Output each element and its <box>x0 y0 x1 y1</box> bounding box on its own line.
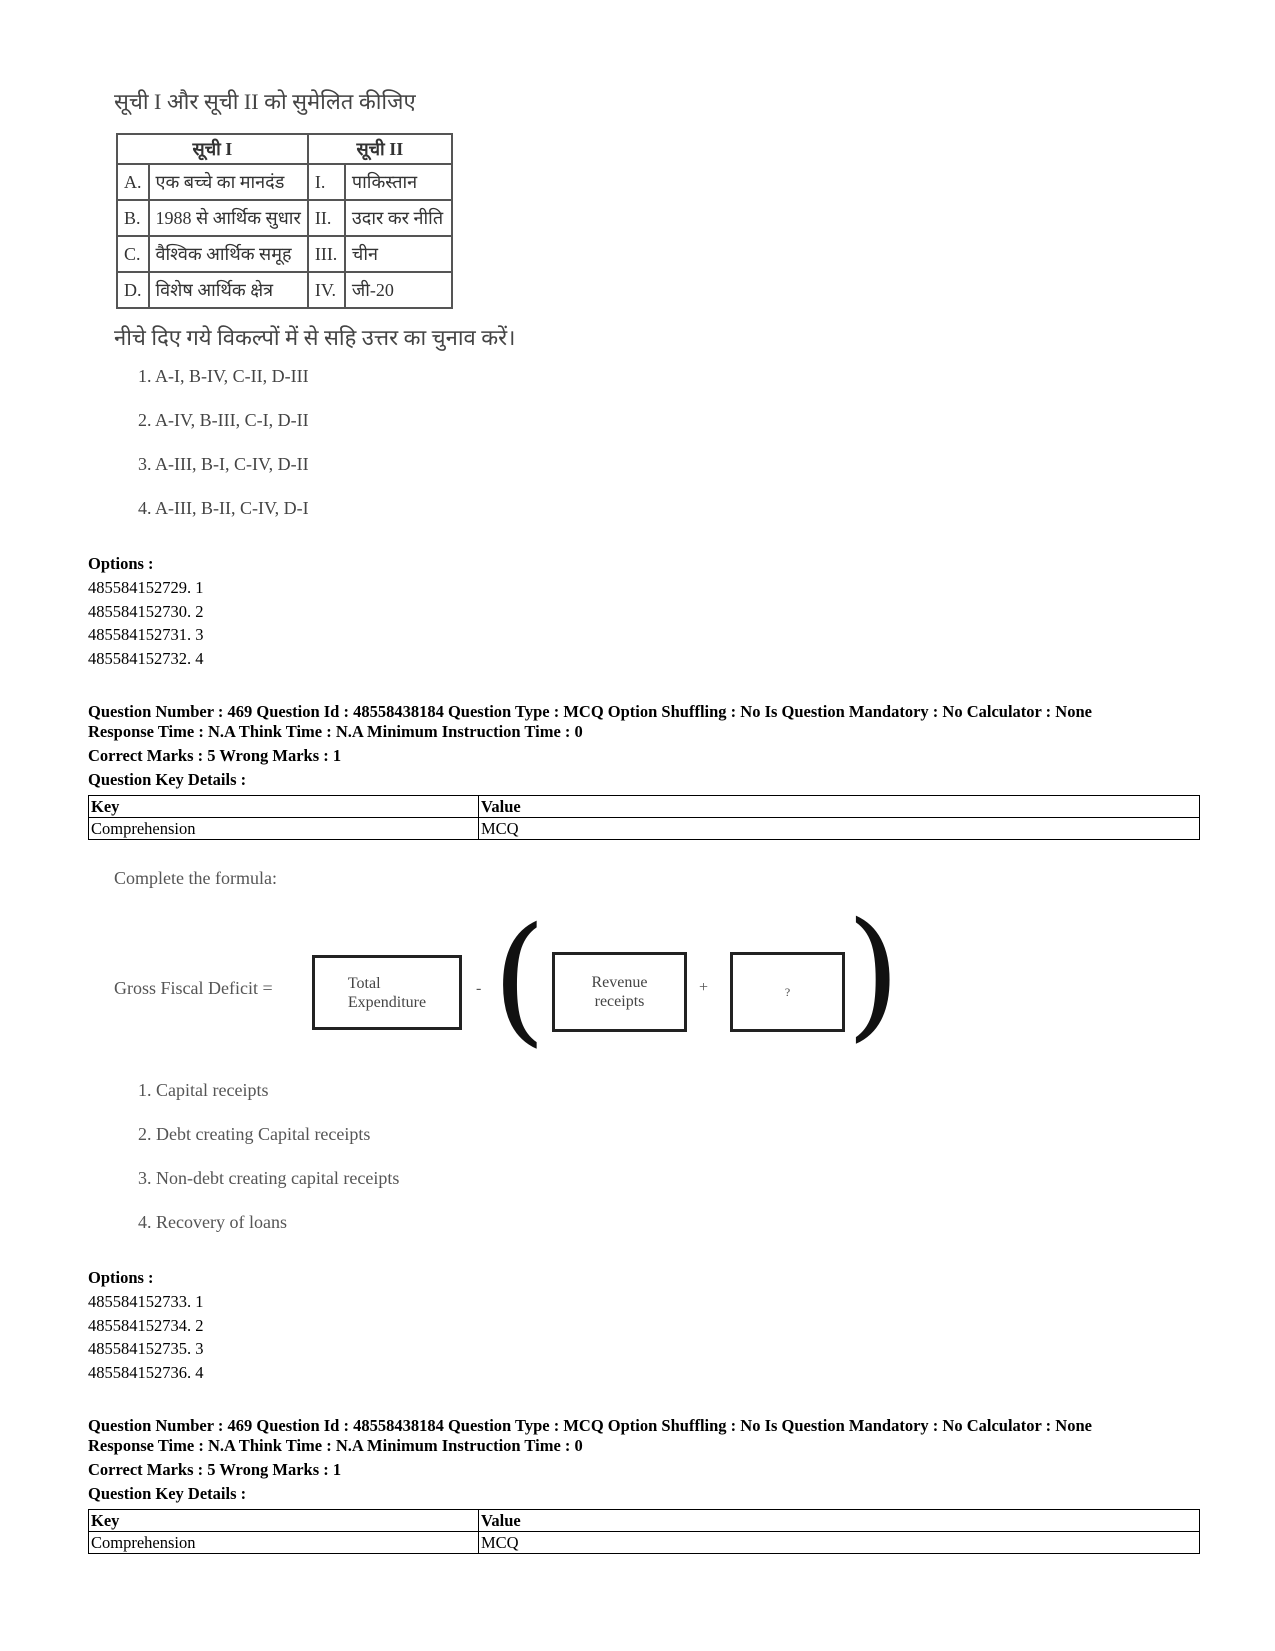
box-text: receipts <box>594 993 645 1010</box>
option-item: 485584152736. 4 <box>88 1363 204 1382</box>
table-row <box>89 1510 1200 1532</box>
list-2-header: सूची II <box>308 134 452 164</box>
options-label: Options : <box>88 1268 154 1287</box>
open-paren: ( <box>492 898 547 1061</box>
row-label: II. <box>308 200 345 236</box>
row-text: 1988 से आर्थिक सुधार <box>149 200 308 236</box>
question-meta-line2: Response Time : N.A Think Time : N.A Minimum Instruction Time : 0 <box>88 1436 583 1455</box>
table-row <box>89 796 1200 818</box>
choice-1: 1. A-I, B-IV, C-II, D-III <box>138 366 309 386</box>
choice-3: 3. A-III, B-I, C-IV, D-II <box>138 454 309 474</box>
value-header: Value <box>479 1510 1200 1532</box>
option-item: 485584152734. 2 <box>88 1316 204 1335</box>
total-expenditure-box <box>312 955 462 1030</box>
key-details-label: Question Key Details : <box>88 1484 247 1503</box>
marks-line: Correct Marks : 5 Wrong Marks : 1 <box>88 1460 342 1479</box>
key-header: Key <box>89 796 479 818</box>
table-row <box>117 164 452 200</box>
minus-sign: - <box>476 980 482 997</box>
match-table-header <box>117 134 452 164</box>
row-label: C. <box>117 236 149 272</box>
question-2-heading: Complete the formula: <box>114 868 277 888</box>
close-paren: ) <box>846 893 901 1056</box>
question-1-instruction: नीचे दिए गये विकल्पों में से सहि उत्तर का चुनाव करें। <box>114 325 516 350</box>
question-meta-line1: Question Number : 469 Question Id : 48558438184 Question Type : MCQ Option Shuffling : No Is Question Mandatory : No Calculator : None <box>88 702 1092 721</box>
option-item: 485584152733. 1 <box>88 1292 204 1311</box>
match-table <box>116 133 453 309</box>
box-text: Total <box>347 974 381 992</box>
table-row <box>117 272 452 308</box>
choice-2: 2. Debt creating Capital receipts <box>138 1124 371 1144</box>
option-item: 485584152730. 2 <box>88 602 204 621</box>
unknown-box <box>730 952 845 1032</box>
row-text: जी-20 <box>345 272 452 308</box>
value-cell: MCQ <box>479 1532 1200 1554</box>
plus-sign: + <box>699 979 709 996</box>
choice-4: 4. A-III, B-II, C-IV, D-I <box>138 498 309 518</box>
key-cell: Comprehension <box>89 818 479 840</box>
option-item: 485584152732. 4 <box>88 649 204 668</box>
row-label: I. <box>308 164 345 200</box>
option-item: 485584152729. 1 <box>88 578 204 597</box>
table-row <box>89 818 1200 840</box>
row-label: B. <box>117 200 149 236</box>
options-label: Options : <box>88 554 154 573</box>
key-details-table <box>88 795 1200 840</box>
value-header: Value <box>479 796 1200 818</box>
table-row <box>117 200 452 236</box>
row-text: उदार कर नीति <box>345 200 452 236</box>
box-text: Expenditure <box>347 993 427 1011</box>
row-text: पाकिस्तान <box>345 164 452 200</box>
key-details-label: Question Key Details : <box>88 770 247 789</box>
row-text: चीन <box>345 236 452 272</box>
question-meta-line1: Question Number : 469 Question Id : 48558438184 Question Type : MCQ Option Shuffling : No Is Question Mandatory : No Calculator : None <box>88 1416 1092 1435</box>
choice-2: 2. A-IV, B-III, C-I, D-II <box>138 410 309 430</box>
row-text: वैश्विक आर्थिक समूह <box>149 236 308 272</box>
key-cell: Comprehension <box>89 1532 479 1554</box>
key-details-table <box>88 1509 1200 1554</box>
question-meta-line2: Response Time : N.A Think Time : N.A Minimum Instruction Time : 0 <box>88 722 583 741</box>
table-row <box>117 236 452 272</box>
revenue-receipts-box <box>552 952 687 1032</box>
key-header: Key <box>89 1510 479 1532</box>
choice-3: 3. Non-debt creating capital receipts <box>138 1168 400 1188</box>
choice-4: 4. Recovery of loans <box>138 1212 287 1232</box>
option-item: 485584152731. 3 <box>88 625 204 644</box>
marks-line: Correct Marks : 5 Wrong Marks : 1 <box>88 746 342 765</box>
list-1-header: सूची I <box>117 134 308 164</box>
row-label: A. <box>117 164 149 200</box>
option-item: 485584152735. 3 <box>88 1339 204 1358</box>
formula-label: Gross Fiscal Deficit = <box>114 978 273 998</box>
row-label: III. <box>308 236 345 272</box>
value-cell: MCQ <box>479 818 1200 840</box>
box-text: Revenue <box>591 974 648 991</box>
row-label: IV. <box>308 272 345 308</box>
choice-1: 1. Capital receipts <box>138 1080 269 1100</box>
row-text: विशेष आर्थिक क्षेत्र <box>149 272 308 308</box>
row-text: एक बच्चे का मानदंड <box>149 164 308 200</box>
box-text: ? <box>784 984 791 999</box>
question-1-heading: सूची I और सूची II को सुमेलित कीजिए <box>114 89 416 114</box>
row-label: D. <box>117 272 149 308</box>
table-row <box>89 1532 1200 1554</box>
